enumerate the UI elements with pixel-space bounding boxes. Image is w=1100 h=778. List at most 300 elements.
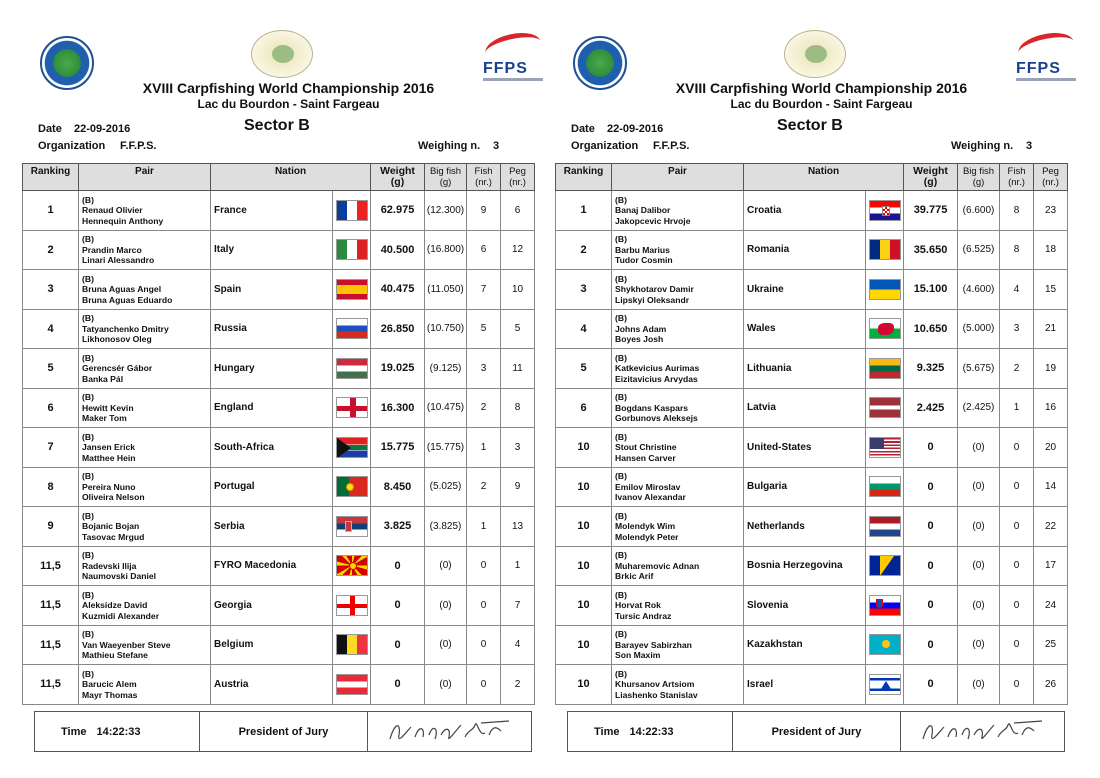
pair-cell <box>79 665 211 705</box>
pair-angler-2: Maker Tom <box>82 413 127 423</box>
flag-mk-icon <box>336 555 368 576</box>
pair-angler-2: Tudor Cosmin <box>615 255 673 265</box>
fish-count-cell: 7 <box>467 270 501 310</box>
flag-cell <box>866 665 904 705</box>
pair-cell <box>79 467 211 507</box>
flag-cell <box>866 191 904 231</box>
nation-cell: Netherlands <box>744 507 866 547</box>
pair-angler-2: Likhonosov Oleg <box>82 334 152 344</box>
footer-box <box>567 711 1065 752</box>
fish-count-cell: 0 <box>1000 546 1034 586</box>
col-nation <box>744 164 904 191</box>
pair-angler-1: Renaud Olivier <box>82 205 143 215</box>
weight-cell: 19.025 <box>371 349 425 389</box>
table-row <box>556 230 1068 270</box>
peg-cell: 2 <box>501 665 535 705</box>
pair-angler-2: Kuzmidi Alexander <box>82 610 160 621</box>
flag-cell <box>333 230 371 270</box>
page-title: XVIII Carpfishing World Championship 2016 <box>675 80 968 96</box>
table-row <box>556 665 1068 705</box>
bigfish-cell: (11.050) <box>425 270 467 310</box>
pair-sector-tag: (B) <box>615 194 627 205</box>
pair-cell <box>612 625 744 665</box>
pair-sector-tag: (B) <box>82 510 94 521</box>
ranking-cell: 3 <box>23 270 79 310</box>
peg-cell: 13 <box>501 507 535 547</box>
table-row <box>23 665 535 705</box>
weight-cell: 15.775 <box>371 428 425 468</box>
peg-cell: 26 <box>1034 665 1068 705</box>
fish-count-cell: 1 <box>467 507 501 547</box>
col-ranking: Ranking <box>23 164 79 191</box>
table-row <box>23 428 535 468</box>
pair-angler-2: Liashenko Stanislav <box>615 689 698 700</box>
ffps-logo-text: FFPS <box>483 60 528 77</box>
date-label: Date <box>571 123 595 135</box>
pair-cell <box>612 309 744 349</box>
weight-cell: 16.300 <box>371 388 425 428</box>
nation-cell: Romania <box>744 230 866 270</box>
weight-cell: 10.650 <box>904 309 958 349</box>
flag-cell <box>333 270 371 310</box>
table-row <box>23 625 535 665</box>
peg-cell: 25 <box>1034 625 1068 665</box>
ranking-cell: 11,5 <box>23 586 79 626</box>
president-of-jury-label: President of Jury <box>733 712 901 751</box>
pair-angler-2: Hennequin Anthony <box>82 215 164 226</box>
ranking-cell: 8 <box>23 467 79 507</box>
ranking-cell: 9 <box>23 507 79 547</box>
organization-label: Organization <box>38 140 106 152</box>
pair-sector-tag: (B) <box>615 392 627 402</box>
col-bigfish <box>958 164 1000 191</box>
flag-cell <box>333 665 371 705</box>
flag-cell <box>866 309 904 349</box>
president-of-jury-label: President of Jury <box>200 712 368 751</box>
pair-angler-1: Muharemovic Adnan <box>615 560 700 571</box>
pair-angler-2: Eizitavicius Arvydas <box>615 373 698 384</box>
fish-count-cell: 8 <box>1000 191 1034 231</box>
page-subtitle: Lac du Bourdon - Saint Fargeau <box>730 97 913 111</box>
flag-ru-icon <box>336 318 368 339</box>
peg-cell: 19 <box>1034 349 1068 389</box>
pair-angler-1: Horvat Rok <box>615 600 661 610</box>
ranking-cell: 11,5 <box>23 546 79 586</box>
peg-cell: 4 <box>501 625 535 665</box>
fish-count-cell: 4 <box>1000 270 1034 310</box>
pair-angler-1: Aleksidze David <box>82 600 148 610</box>
pair-angler-2: Bruna Aguas Eduardo <box>82 294 173 305</box>
fish-count-cell: 0 <box>1000 507 1034 547</box>
weight-cell: 40.475 <box>371 270 425 310</box>
pair-sector-tag: (B) <box>615 550 627 560</box>
pair-sector-tag: (B) <box>82 234 94 244</box>
flag-cell <box>866 428 904 468</box>
col-bigfish-unit: (g) <box>439 177 452 188</box>
weight-cell: 0 <box>904 586 958 626</box>
pair-cell <box>612 665 744 705</box>
weight-cell: 0 <box>371 586 425 626</box>
signature-image <box>918 717 1048 747</box>
weight-cell: 8.450 <box>371 467 425 507</box>
flag-cell <box>866 467 904 507</box>
page-subtitle: Lac du Bourdon - Saint Fargeau <box>197 97 380 111</box>
pair-angler-1: Hewitt Kevin <box>82 402 134 413</box>
pair-sector-tag: (B) <box>82 471 94 481</box>
col-fish-unit: (nr.) <box>1008 177 1025 188</box>
nation-cell: Lithuania <box>744 349 866 389</box>
weight-cell: 0 <box>371 546 425 586</box>
pair-sector-tag: (B) <box>82 392 94 402</box>
bigfish-cell: (2.425) <box>958 388 1000 428</box>
col-bigfish-label: Big fish <box>962 166 995 177</box>
flag-ba-icon <box>869 555 901 576</box>
table-row <box>23 230 535 270</box>
pair-cell <box>79 230 211 270</box>
flag-ro-icon <box>869 239 901 260</box>
weighing-value: 3 <box>1026 140 1033 152</box>
pair-cell <box>612 507 744 547</box>
flag-rs-icon <box>336 516 368 537</box>
col-weight-label: Weight <box>913 165 948 177</box>
bigfish-cell: (0) <box>425 546 467 586</box>
pair-cell <box>612 467 744 507</box>
table-row <box>23 270 535 310</box>
date-value: 22-09-2016 <box>607 123 664 135</box>
weight-cell: 0 <box>371 625 425 665</box>
nation-cell: Ukraine <box>744 270 866 310</box>
flag-cell <box>333 546 371 586</box>
bigfish-cell: (16.800) <box>425 230 467 270</box>
results-table <box>555 163 1068 705</box>
championship-logo <box>784 30 846 78</box>
pair-sector-tag: (B) <box>615 629 627 639</box>
bigfish-cell: (5.000) <box>958 309 1000 349</box>
table-row <box>23 507 535 547</box>
fish-count-cell: 0 <box>467 625 501 665</box>
flag-pt-icon <box>336 476 368 497</box>
table-row <box>556 625 1068 665</box>
bigfish-cell: (3.825) <box>425 507 467 547</box>
weighing-label: Weighing n. <box>418 140 481 152</box>
ranking-cell: 10 <box>556 546 612 586</box>
col-fish-label: Fish <box>1007 166 1026 177</box>
pair-sector-tag: (B) <box>82 431 94 442</box>
bigfish-cell: (5.025) <box>425 467 467 507</box>
flag-us-icon <box>869 437 901 458</box>
flag-cell <box>333 191 371 231</box>
pair-cell <box>79 309 211 349</box>
pair-cell <box>79 349 211 389</box>
peg-cell: 9 <box>501 467 535 507</box>
pair-angler-2: Tursic Andraz <box>615 610 672 621</box>
ranking-cell: 4 <box>556 309 612 349</box>
pair-sector-tag: (B) <box>615 352 627 363</box>
weighing-label: Weighing n. <box>951 140 1014 152</box>
col-fish <box>467 164 501 191</box>
pair-cell <box>612 191 744 231</box>
time-value: 14:22:33 <box>629 725 674 738</box>
table-row <box>23 349 535 389</box>
pair-cell <box>612 388 744 428</box>
weight-cell: 35.650 <box>904 230 958 270</box>
weight-cell: 3.825 <box>371 507 425 547</box>
flag-nl-icon <box>869 516 901 537</box>
flag-cell <box>866 546 904 586</box>
nation-cell: Serbia <box>211 507 333 547</box>
flag-cell <box>866 507 904 547</box>
flag-ge-icon <box>336 595 368 616</box>
organization-value: F.F.P.S. <box>653 140 690 152</box>
table-row <box>556 349 1068 389</box>
fish-count-cell: 0 <box>467 546 501 586</box>
col-peg <box>501 164 535 191</box>
nation-cell: Wales <box>744 309 866 349</box>
table-header-row <box>556 164 1068 191</box>
pair-angler-1: Bruna Aguas Angel <box>82 284 162 294</box>
pair-cell <box>79 388 211 428</box>
ffps-logo <box>481 32 547 84</box>
table-row <box>556 546 1068 586</box>
flag-hr-icon <box>869 200 901 221</box>
pair-sector-tag: (B) <box>82 313 94 323</box>
fish-count-cell: 5 <box>467 309 501 349</box>
weight-cell: 40.500 <box>371 230 425 270</box>
bigfish-cell: (0) <box>958 586 1000 626</box>
nation-cell: South-Africa <box>211 428 333 468</box>
fish-count-cell: 2 <box>467 467 501 507</box>
fish-count-cell: 8 <box>1000 230 1034 270</box>
fish-count-cell: 1 <box>1000 388 1034 428</box>
nation-cell: Spain <box>211 270 333 310</box>
nation-cell: Israel <box>744 665 866 705</box>
flag-at-icon <box>336 674 368 695</box>
table-row <box>556 191 1068 231</box>
peg-cell: 7 <box>501 586 535 626</box>
pair-cell <box>79 428 211 468</box>
weight-cell: 15.100 <box>904 270 958 310</box>
flag-es-icon <box>336 279 368 300</box>
pair-angler-2: Matthee Hein <box>82 452 136 463</box>
peg-cell: 18 <box>1034 230 1068 270</box>
fish-count-cell: 0 <box>1000 625 1034 665</box>
ranking-cell: 11,5 <box>23 625 79 665</box>
ranking-cell: 10 <box>556 428 612 468</box>
bigfish-cell: (0) <box>425 625 467 665</box>
bigfish-cell: (4.600) <box>958 270 1000 310</box>
nation-cell: FYRO Macedonia <box>211 546 333 586</box>
pair-angler-2: Naumovski Daniel <box>82 571 157 581</box>
pair-angler-2: Banka Pál <box>82 373 124 384</box>
pair-cell <box>79 625 211 665</box>
table-row <box>23 586 535 626</box>
ranking-cell: 1 <box>23 191 79 231</box>
col-weight-unit: (g) <box>923 176 938 188</box>
flag-ua-icon <box>869 279 901 300</box>
nation-cell: Russia <box>211 309 333 349</box>
peg-cell: 23 <box>1034 191 1068 231</box>
ranking-cell: 10 <box>556 467 612 507</box>
organization-label: Organization <box>571 140 639 152</box>
ranking-cell: 10 <box>556 507 612 547</box>
pair-angler-1: Jansen Erick <box>82 442 136 452</box>
flag-wa-icon <box>869 318 901 339</box>
flag-si-icon <box>869 595 901 616</box>
col-peg <box>1034 164 1068 191</box>
weight-cell: 0 <box>904 546 958 586</box>
ranking-cell: 6 <box>23 388 79 428</box>
fish-count-cell: 2 <box>467 388 501 428</box>
weight-cell: 0 <box>904 467 958 507</box>
pair-angler-2: Mayr Thomas <box>82 689 138 700</box>
fish-count-cell: 1 <box>467 428 501 468</box>
peg-cell: 8 <box>501 388 535 428</box>
ranking-cell: 5 <box>23 349 79 389</box>
fish-count-cell: 3 <box>467 349 501 389</box>
pair-angler-2: Oliveira Nelson <box>82 492 145 502</box>
flag-lv-icon <box>869 397 901 418</box>
peg-cell: 12 <box>501 230 535 270</box>
ranking-cell: 3 <box>556 270 612 310</box>
col-pair: Pair <box>79 164 211 191</box>
flag-fr-icon <box>336 200 368 221</box>
pair-cell <box>612 546 744 586</box>
col-nation-label: Nation <box>274 166 307 177</box>
pair-sector-tag: (B) <box>615 589 627 600</box>
table-row <box>556 467 1068 507</box>
pair-cell <box>79 546 211 586</box>
pair-angler-1: Bojanic Bojan <box>82 521 140 531</box>
col-weight-unit: (g) <box>390 176 405 188</box>
pair-cell <box>79 586 211 626</box>
sheet-right <box>555 0 1088 778</box>
pair-angler-1: Shykhotarov Damir <box>615 284 694 294</box>
col-fish-label: Fish <box>474 166 493 177</box>
nation-cell: Slovenia <box>744 586 866 626</box>
footer-time <box>35 712 200 751</box>
ranking-cell: 4 <box>23 309 79 349</box>
flag-cell <box>866 388 904 428</box>
fish-count-cell: 2 <box>1000 349 1034 389</box>
nation-cell: Bulgaria <box>744 467 866 507</box>
flag-it-icon <box>336 239 368 260</box>
nation-cell: United-States <box>744 428 866 468</box>
pair-sector-tag: (B) <box>82 668 94 679</box>
peg-cell: 6 <box>501 191 535 231</box>
nation-cell: Austria <box>211 665 333 705</box>
flag-cell <box>333 586 371 626</box>
peg-cell: 15 <box>1034 270 1068 310</box>
sheet-left <box>22 0 555 778</box>
flag-cell <box>333 625 371 665</box>
pair-sector-tag: (B) <box>82 550 94 560</box>
col-nation-label: Nation <box>807 166 840 177</box>
pair-sector-tag: (B) <box>82 589 94 600</box>
ranking-cell: 1 <box>556 191 612 231</box>
nation-cell: Bosnia Herzegovina <box>744 546 866 586</box>
pair-cell <box>612 586 744 626</box>
results-body <box>556 191 1068 705</box>
table-row <box>556 388 1068 428</box>
time-label: Time <box>61 725 87 738</box>
pair-sector-tag: (B) <box>615 234 627 244</box>
bigfish-cell: (6.525) <box>958 230 1000 270</box>
table-row <box>556 507 1068 547</box>
table-row <box>556 309 1068 349</box>
flag-il-icon <box>869 674 901 695</box>
footer-box <box>34 711 532 752</box>
pair-cell <box>612 230 744 270</box>
col-peg-unit: (nr.) <box>509 177 526 188</box>
col-fish-unit: (nr.) <box>475 177 492 188</box>
col-fish <box>1000 164 1034 191</box>
pair-sector-tag: (B) <box>615 668 627 679</box>
pair-angler-2: Lipskyi Oleksandr <box>615 294 690 305</box>
nation-cell: Georgia <box>211 586 333 626</box>
ranking-cell: 7 <box>23 428 79 468</box>
flag-cell <box>333 349 371 389</box>
bigfish-cell: (0) <box>958 625 1000 665</box>
page-title: XVIII Carpfishing World Championship 2016 <box>142 80 435 96</box>
peg-cell: 3 <box>501 428 535 468</box>
weight-cell: 0 <box>904 428 958 468</box>
col-weight-label: Weight <box>380 165 415 177</box>
col-bigfish-unit: (g) <box>972 177 985 188</box>
flag-cell <box>866 230 904 270</box>
bigfish-cell: (15.775) <box>425 428 467 468</box>
fish-count-cell: 0 <box>1000 428 1034 468</box>
peg-cell: 11 <box>501 349 535 389</box>
date-label: Date <box>38 123 62 135</box>
signature-image <box>385 717 515 747</box>
fish-count-cell: 6 <box>467 230 501 270</box>
flag-cell <box>866 586 904 626</box>
ranking-cell: 5 <box>556 349 612 389</box>
col-weight <box>904 164 958 191</box>
fish-count-cell: 3 <box>1000 309 1034 349</box>
time-value: 14:22:33 <box>96 725 141 738</box>
bigfish-cell: (0) <box>425 586 467 626</box>
sector-title: Sector B <box>777 117 843 134</box>
signature-cell <box>368 712 531 751</box>
bigfish-cell: (5.675) <box>958 349 1000 389</box>
col-nation <box>211 164 371 191</box>
pair-angler-1: Barbu Marius <box>615 244 670 255</box>
table-row <box>23 191 535 231</box>
flag-cell <box>866 625 904 665</box>
pair-angler-1: Katkevicius Aurimas <box>615 363 700 373</box>
weight-cell: 0 <box>904 625 958 665</box>
peg-cell: 16 <box>1034 388 1068 428</box>
bigfish-cell: (10.750) <box>425 309 467 349</box>
results-table <box>22 163 535 705</box>
table-row <box>556 428 1068 468</box>
pair-angler-1: Radevski Ilija <box>82 560 137 571</box>
col-peg-label: Peg <box>1042 166 1059 177</box>
peg-cell: 21 <box>1034 309 1068 349</box>
table-row <box>23 467 535 507</box>
pair-cell <box>612 428 744 468</box>
pair-cell <box>79 507 211 547</box>
col-pair: Pair <box>612 164 744 191</box>
pair-cell <box>612 349 744 389</box>
col-peg-label: Peg <box>509 166 526 177</box>
fish-count-cell: 0 <box>1000 467 1034 507</box>
fish-count-cell: 0 <box>1000 665 1034 705</box>
weight-cell: 0 <box>904 665 958 705</box>
bigfish-cell: (0) <box>425 665 467 705</box>
bigfish-cell: (12.300) <box>425 191 467 231</box>
